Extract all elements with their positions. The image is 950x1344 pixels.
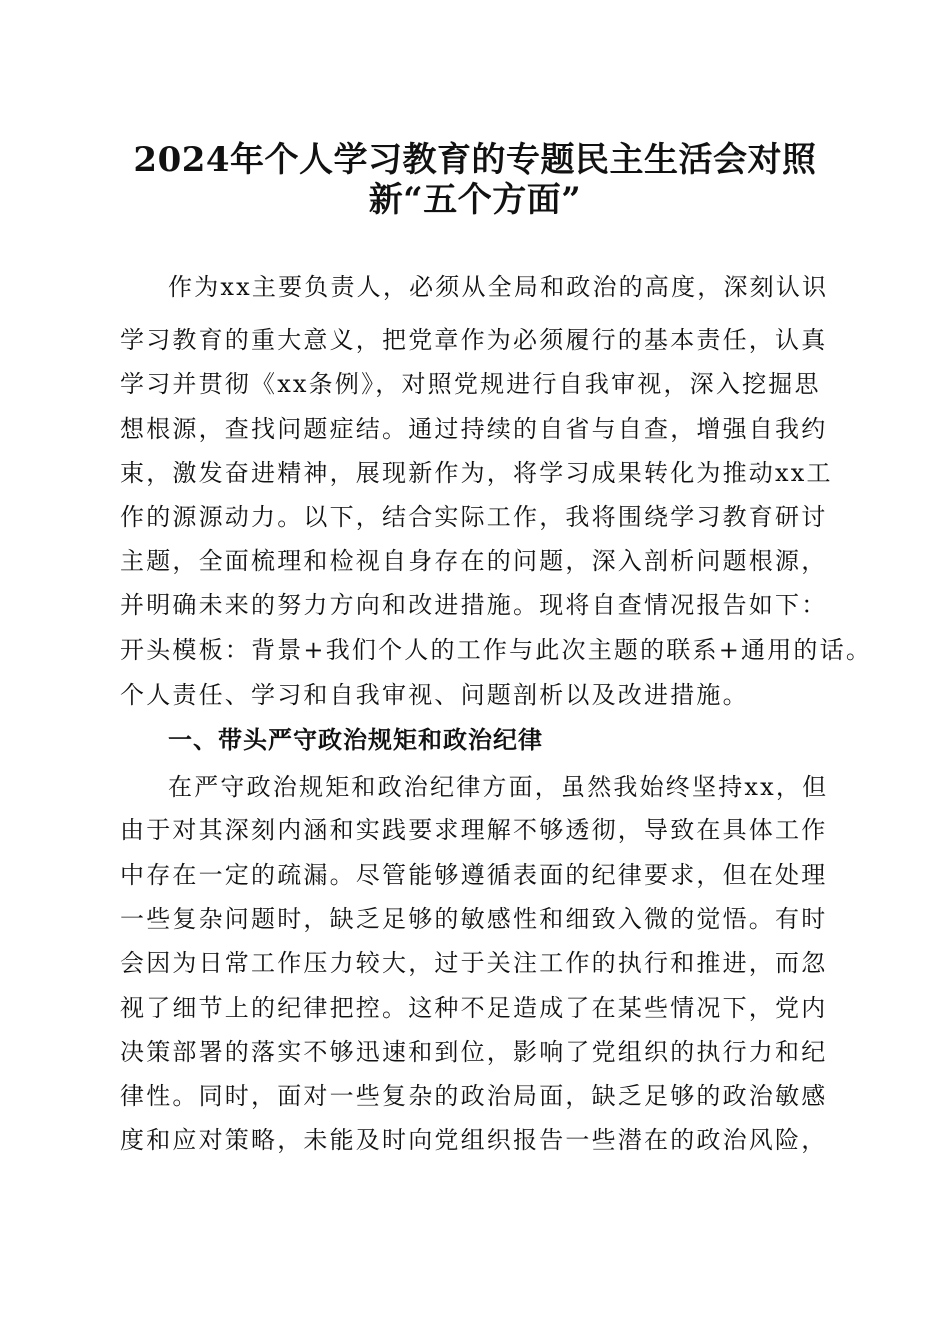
paragraph-line: 律性。同时，面对一些复杂的政治局面，缺乏足够的政治敏感 <box>120 1082 828 1110</box>
paragraph-line: 并明确未来的努力方向和改进措施。现将自查情况报告如下： <box>120 591 828 619</box>
paragraph-line: 想根源，查找问题症结。通过持续的自省与自查，增强自我约 <box>120 415 828 443</box>
paragraph-line: 在严守政治规矩和政治纪律方面，虽然我始终坚持xx，但 <box>168 773 829 801</box>
paragraph-line: 学习教育的重大意义，把党章作为必须履行的基本责任，认真 <box>120 326 828 354</box>
paragraph-line: 中存在一定的疏漏。尽管能够遵循表面的纪律要求，但在处理 <box>120 861 828 889</box>
paragraph-line: 个人责任、学习和自我审视、问题剖析以及改进措施。 <box>120 681 749 709</box>
paragraph-line: 束，激发奋进精神，展现新作为，将学习成果转化为推动xx工 <box>120 459 833 487</box>
paragraph-line: 视了细节上的纪律把控。这种不足造成了在某些情况下，党内 <box>120 994 828 1022</box>
section-heading: 一、带头严守政治规矩和政治纪律 <box>168 726 543 754</box>
paragraph-line: 由于对其深刻内涵和实践要求理解不够透彻，导致在具体工作 <box>120 816 828 844</box>
paragraph-line: 一些复杂问题时，缺乏足够的敏感性和细致入微的觉悟。有时 <box>120 905 828 933</box>
paragraph-line: 作为xx主要负责人，必须从全局和政治的高度，深刻认识 <box>168 273 829 301</box>
paragraph-line: 主题，全面梳理和检视自身存在的问题，深入剖析问题根源， <box>120 547 828 575</box>
paragraph-line: 度和应对策略，未能及时向党组织报告一些潜在的政治风险， <box>120 1126 828 1154</box>
paragraph-line: 开头模板：背景+我们个人的工作与此次主题的联系+通用的话。 <box>120 636 873 664</box>
paragraph-line: 决策部署的落实不够迅速和到位，影响了党组织的执行力和纪 <box>120 1038 828 1066</box>
paragraph-line: 会因为日常工作压力较大，过于关注工作的执行和推进，而忽 <box>120 949 828 977</box>
paragraph-line: 学习并贯彻《xx条例》，对照党规进行自我审视，深入挖掘思 <box>120 370 821 398</box>
paragraph-line: 作的源源动力。以下，结合实际工作，我将围绕学习教育研讨 <box>120 503 828 531</box>
document-title-line-1: 2024年个人学习教育的专题民主生活会对照 <box>133 140 817 180</box>
document-title-line-2: 新“五个方面” <box>368 180 582 220</box>
